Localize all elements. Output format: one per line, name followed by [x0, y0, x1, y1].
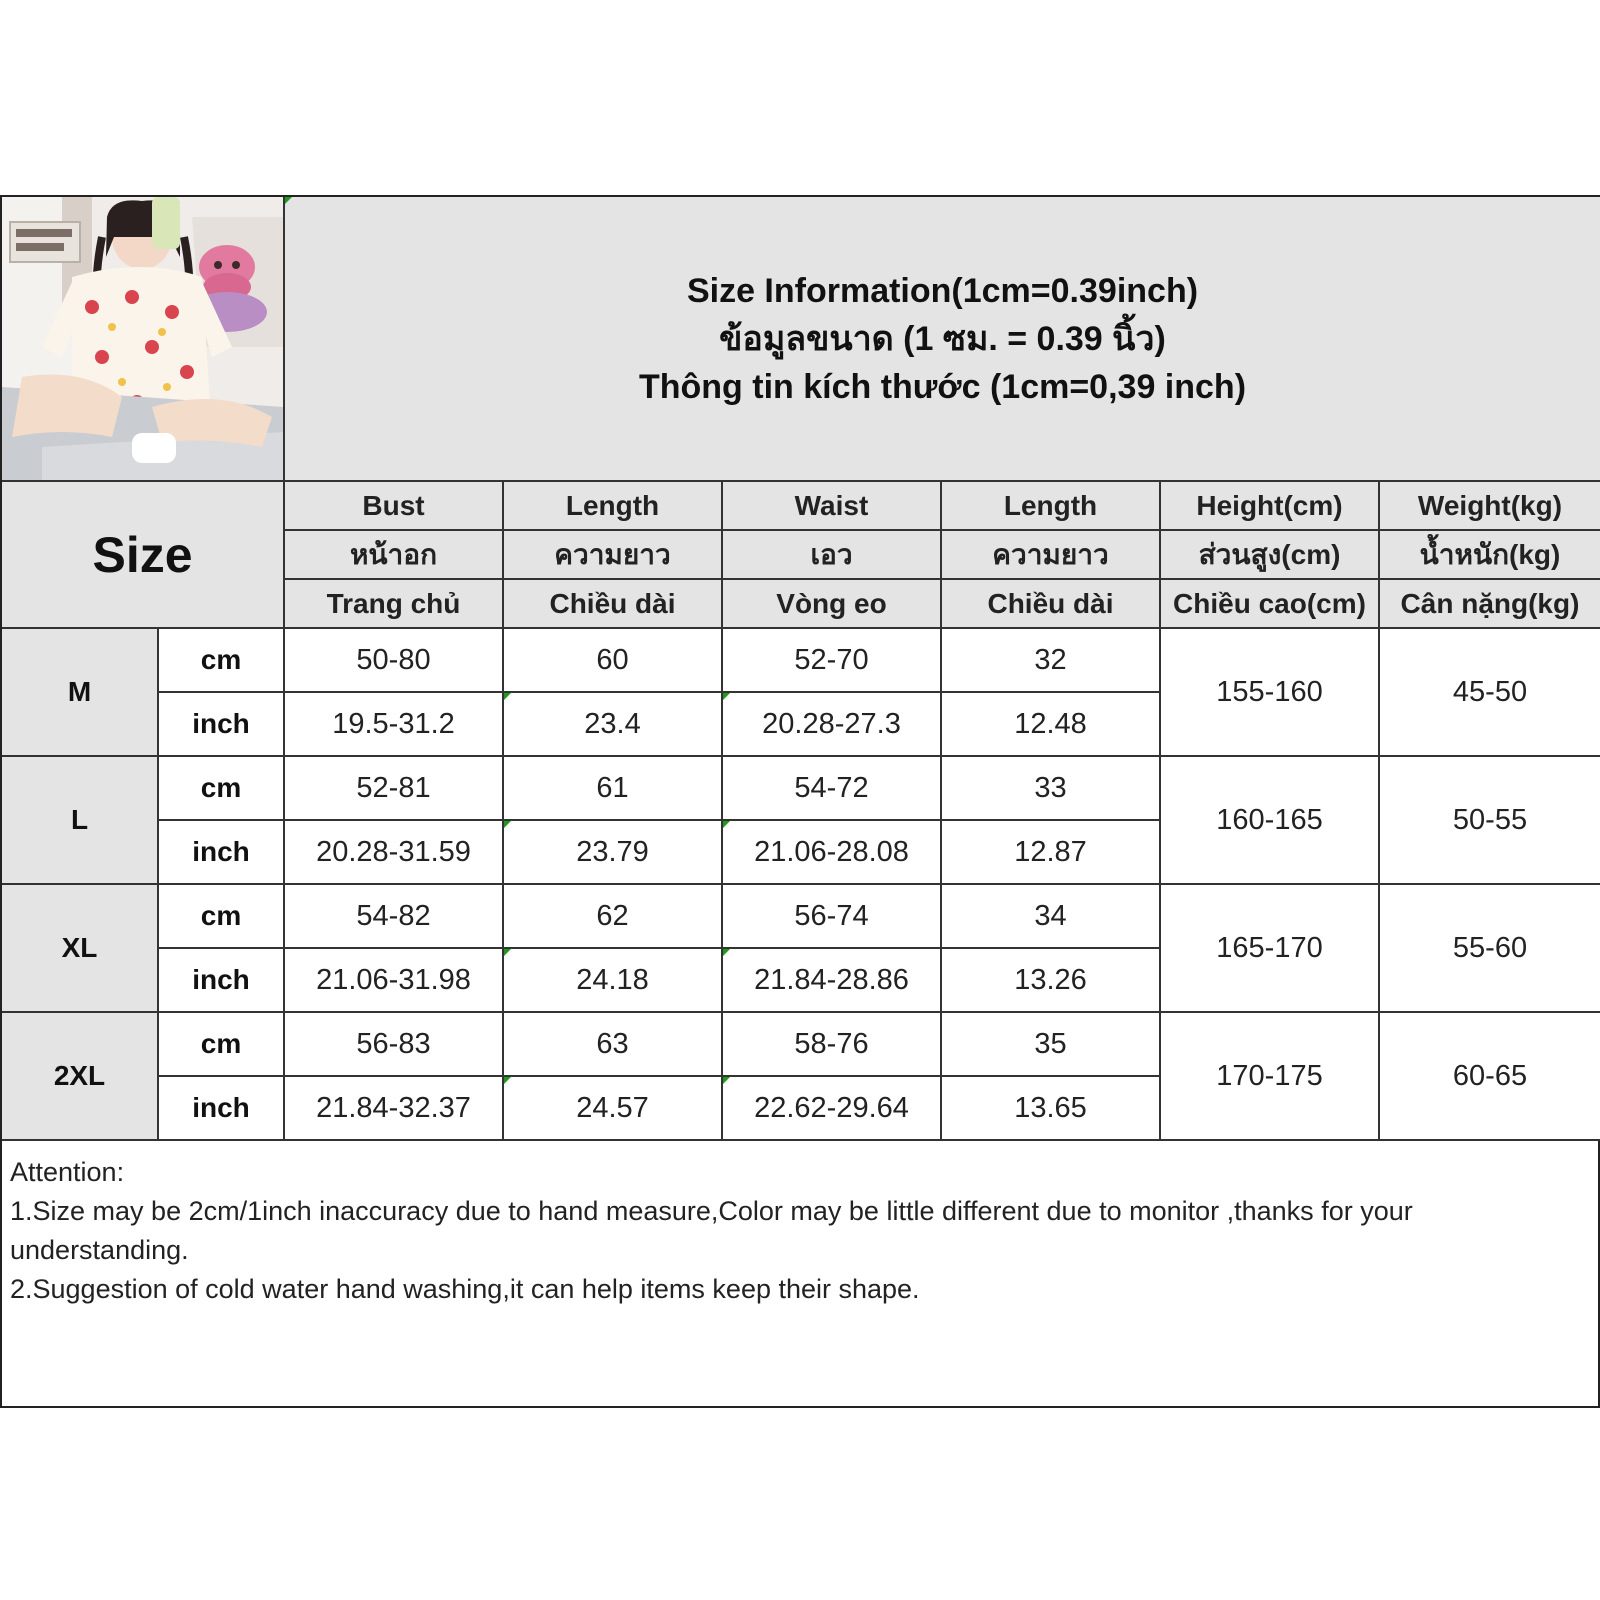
cell-waist-cm: 58-76: [723, 1013, 942, 1077]
cell-waist-inch: 20.28-27.3: [723, 693, 942, 757]
col-header-waist-th: เอว: [723, 531, 942, 580]
col-header-weight-th: น้ำหนัก(kg): [1380, 531, 1600, 580]
col-header-height-vi: Chiều cao(cm): [1161, 580, 1380, 629]
cell-height: 160-165: [1161, 757, 1380, 885]
unit-label-cm: cm: [159, 1013, 285, 1077]
unit-label-cm: cm: [159, 629, 285, 693]
cell-weight: 50-55: [1380, 757, 1600, 885]
col-header-length-th: ความยาว: [504, 531, 723, 580]
cell-height: 170-175: [1161, 1013, 1380, 1141]
cell-bust-cm: 52-81: [285, 757, 504, 821]
size-name: M: [2, 629, 159, 757]
cell-waist-inch: 21.84-28.86: [723, 949, 942, 1013]
cell-marker: [504, 821, 511, 828]
unit-label-cm: cm: [159, 885, 285, 949]
cell-length2-cm: 35: [942, 1013, 1161, 1077]
cell-length-inch: 24.18: [504, 949, 723, 1013]
col-header-height-en: Height(cm): [1161, 482, 1380, 531]
unit-label-cm: cm: [159, 757, 285, 821]
cell-length-inch: 24.57: [504, 1077, 723, 1141]
cell-bust-cm: 50-80: [285, 629, 504, 693]
product-photo-illustration: [2, 197, 283, 480]
cell-bust-cm: 54-82: [285, 885, 504, 949]
cell-waist-inch: 21.06-28.08: [723, 821, 942, 885]
cell-height: 165-170: [1161, 885, 1380, 1013]
cell-waist-inch: 22.62-29.64: [723, 1077, 942, 1141]
title-thai: ข้อมูลขนาด (1 ซม. = 0.39 นิ้ว): [719, 319, 1166, 358]
col-header-length2-vi: Chiều dài: [942, 580, 1161, 629]
cell-marker: [504, 1077, 511, 1084]
cell-marker: [723, 821, 730, 828]
col-header-waist-vi: Vòng eo: [723, 580, 942, 629]
size-chart: [0, 195, 1600, 1408]
attention-notes: [2, 1147, 1598, 1315]
cell-bust-inch: 21.06-31.98: [285, 949, 504, 1013]
unit-label-inch: inch: [159, 821, 285, 885]
cell-bust-cm: 56-83: [285, 1013, 504, 1077]
title-block: [285, 197, 1600, 482]
cell-length2-cm: 33: [942, 757, 1161, 821]
col-header-length-vi: Chiều dài: [504, 580, 723, 629]
product-photo: [2, 197, 285, 482]
cell-waist-cm: 52-70: [723, 629, 942, 693]
col-header-length2-th: ความยาว: [942, 531, 1161, 580]
col-header-height-th: ส่วนสูง(cm): [1161, 531, 1380, 580]
cell-length-cm: 60: [504, 629, 723, 693]
cell-marker: [723, 693, 730, 700]
col-header-waist-en: Waist: [723, 482, 942, 531]
col-header-bust-en: Bust: [285, 482, 504, 531]
cell-length-cm: 61: [504, 757, 723, 821]
cell-marker: [723, 949, 730, 956]
col-header-weight-vi: Cân nặng(kg): [1380, 580, 1600, 629]
cell-length-cm: 62: [504, 885, 723, 949]
size-header: Size: [2, 482, 285, 629]
cell-weight: 55-60: [1380, 885, 1600, 1013]
notes-line-2: 2.Suggestion of cold water hand washing,it can help items keep their shape.: [10, 1274, 920, 1304]
cell-length-cm: 63: [504, 1013, 723, 1077]
size-name: L: [2, 757, 159, 885]
cell-bust-inch: 20.28-31.59: [285, 821, 504, 885]
size-name: XL: [2, 885, 159, 1013]
cell-weight: 45-50: [1380, 629, 1600, 757]
cell-waist-cm: 54-72: [723, 757, 942, 821]
notes-heading: Attention:: [10, 1157, 125, 1187]
cell-length2-inch: 12.87: [942, 821, 1161, 885]
unit-label-inch: inch: [159, 693, 285, 757]
notes-line-1: 1.Size may be 2cm/1inch inaccuracy due to hand measure,Color may be little different due to monitor ,thanks for your understanding.: [10, 1196, 1413, 1265]
title-english: Size Information(1cm=0.39inch): [686, 271, 1199, 310]
cell-length2-inch: 13.26: [942, 949, 1161, 1013]
cell-length2-inch: 13.65: [942, 1077, 1161, 1141]
cell-marker: [504, 949, 511, 956]
col-header-weight-en: Weight(kg): [1380, 482, 1600, 531]
col-header-bust-vi: Trang chủ: [285, 580, 504, 629]
col-header-length-en: Length: [504, 482, 723, 531]
unit-label-inch: inch: [159, 1077, 285, 1141]
cell-length2-inch: 12.48: [942, 693, 1161, 757]
title-vietnamese: Thông tin kích thước (1cm=0,39 inch): [638, 367, 1247, 406]
cell-length2-cm: 34: [942, 885, 1161, 949]
cell-bust-inch: 21.84-32.37: [285, 1077, 504, 1141]
col-header-bust-th: หน้าอก: [285, 531, 504, 580]
cell-marker: [723, 1077, 730, 1084]
size-name: 2XL: [2, 1013, 159, 1141]
cell-height: 155-160: [1161, 629, 1380, 757]
cell-weight: 60-65: [1380, 1013, 1600, 1141]
cell-marker: [285, 197, 292, 204]
cell-length-inch: 23.4: [504, 693, 723, 757]
col-header-length2-en: Length: [942, 482, 1161, 531]
cell-marker: [504, 693, 511, 700]
unit-label-inch: inch: [159, 949, 285, 1013]
cell-length-inch: 23.79: [504, 821, 723, 885]
cell-waist-cm: 56-74: [723, 885, 942, 949]
cell-length2-cm: 32: [942, 629, 1161, 693]
cell-bust-inch: 19.5-31.2: [285, 693, 504, 757]
